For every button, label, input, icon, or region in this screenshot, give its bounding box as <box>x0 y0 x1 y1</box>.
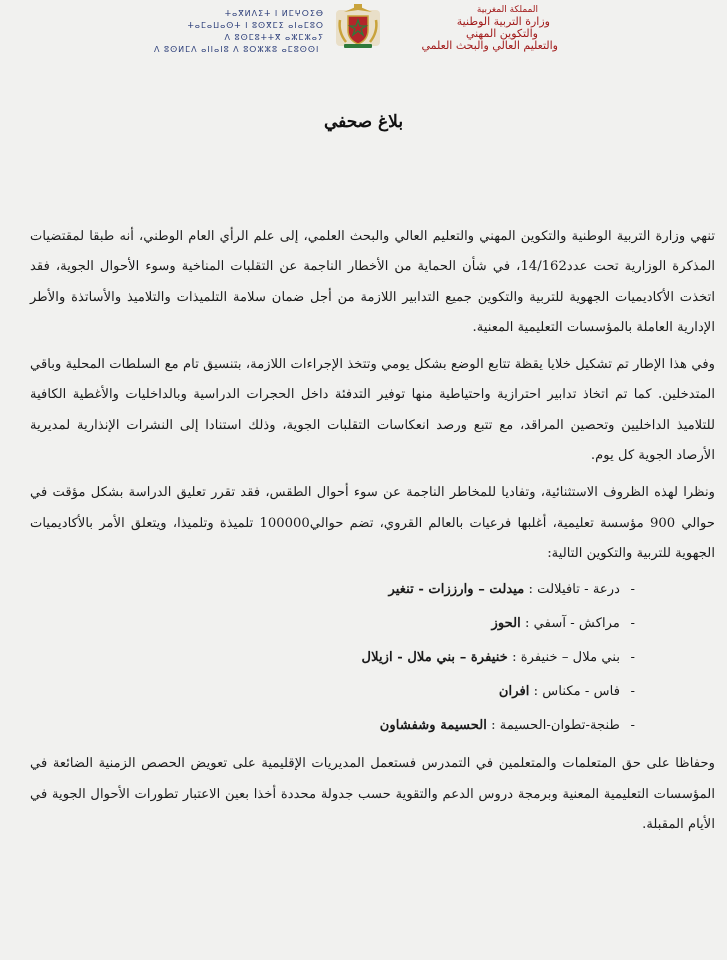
province-names: ميدلت – وارززات - تنغير <box>388 582 525 598</box>
ministry-line: والتعليم العالي والبحث العلمي <box>421 39 558 52</box>
list-item: - بني ملال – خنيفرة : خنيفرة – بني ملال - ازيلال <box>361 650 635 666</box>
province-names: افران <box>498 684 530 700</box>
region-name: فاس - مكناس : <box>533 684 620 700</box>
paragraph: وفي هذا الإطار تم تشكيل خلايا يقظة تتابع الوضع بشكل يومي وتتخذ الإجراءات اللازمة، بتنسيق تام مع السلطات المحلية وباقي المتدخلين. كما تم اتخاذ تدابير احترازية واحتياطية منها توفير التدفئة داخل الحجرات الدراسية وبالداخليات والأغطية الكافية للتلاميذ الداخليين وتحصين المراقد، مع تتبع ورصد انعكاسات التقلبات الجوية، وذلك استنادا إلى النشرات الإنذارية لمديرية الأرصاد الجوية كل يوم. <box>30 357 715 464</box>
region-name: درعة - تافيلالت : <box>528 582 620 598</box>
coat-of-arms-icon <box>334 2 382 50</box>
paragraph: تنهي وزارة التربية الوطنية والتكوين المهني والتعليم العالي والبحث العلمي، إلى علم الرأي العام الوطني، أنه طبقا لمقتضيات المذكرة الوزارية تحت عدد14/162، في شأن الحماية من الأخطار الناجمة عن التقلبات المناخية وسوء الأحوال الجوية، فقد اتخذت الأكاديميات الجهوية للتربية والتكوين جميع التدابير اللازمة من أجل ضمان سلامة التلميذات والتلاميذ والأساتذة والأطر الإدارية العاملة بالمؤسسات التعليمية المعنية. <box>30 229 715 335</box>
tifinagh-line: ⴷ ⵓⵙⵍⵎⴷ ⴰⵏⵏⴰⵏⵓ ⴷ ⵓⵔⵣⵣⵓ ⴰⵎⵓⵙⵙⵏ <box>154 45 320 54</box>
tifinagh-line: ⴷ ⵓⵙⵎⵓⵜⵜⴳ ⴰⵣⵎⵣⴰⵢ <box>224 33 324 42</box>
page-title: بلاغ صحفي <box>323 112 404 132</box>
list-item: - طنجة-تطوان-الحسيمة : الحسيمة وشفشاون <box>379 718 635 734</box>
tifinagh-line: ⵜⴰⵎⴰⵡⴰⵙⵜ ⵏ ⵓⵙⴳⵎⵉ ⴰⵏⴰⵎⵓⵔ <box>187 21 324 30</box>
tifinagh-line: ⵜⴰⴳⵍⴷⵉⵜ ⵏ ⵍⵎⵖⵔⵉⴱ <box>224 9 324 18</box>
province-names: خنيفرة – بني ملال - ازيلال <box>361 650 508 666</box>
list-item: - درعة - تافيلالت : ميدلت – وارززات - تنغير <box>388 582 635 598</box>
release-body <box>30 222 715 840</box>
ministry-name <box>388 4 558 52</box>
list-item: - فاس - مكناس : افران <box>498 684 635 700</box>
closing-paragraph: وحفاظا على حق المتعلمات والمتعلمين في التمدرس فستعمل المديريات الإقليمية على تعويض الحصص الزمنية الضائعة في المؤسسات التعليمية المعنية وبرمجة دروس الدعم والتقوية حسب جدولة محددة أخذا بعين الاعتبار تطورات الأحوال الجوية في الأيام المقبلة. <box>30 756 715 832</box>
province-names: الحسيمة وشفشاون <box>379 718 487 734</box>
tifinagh-ministry-name <box>154 8 324 56</box>
list-item: - مراكش - آسفي : الحوز <box>491 616 635 632</box>
region-name: طنجة-تطوان-الحسيمة : <box>491 718 620 734</box>
paragraph: ونظرا لهذه الظروف الاستثنائية، وتفاديا للمخاطر الناجمة عن سوء أحوال الطقس، فقد تقرر تعليق الدراسة بشكل مؤقت في حوالي 900 مؤسسة تعليمية، أغلبها فرعيات بالعالم القروي، تضم حوالي100000 تلميذة وتلميذا، ويتعلق الأمر بالأكاديميات الجهوية للتربية والتكوين التالية: <box>30 485 715 561</box>
kingdom-line: المملكة المغربية <box>476 5 538 15</box>
province-names: الحوز <box>491 616 521 632</box>
region-name: بني ملال – خنيفرة : <box>512 650 620 666</box>
letterhead <box>0 0 727 62</box>
ministry-line: وزارة التربية الوطنية <box>456 15 550 28</box>
ministry-line: والتكوين المهني <box>465 27 538 40</box>
affected-regions-list <box>30 573 715 743</box>
region-name: مراكش - آسفي : <box>525 616 620 632</box>
